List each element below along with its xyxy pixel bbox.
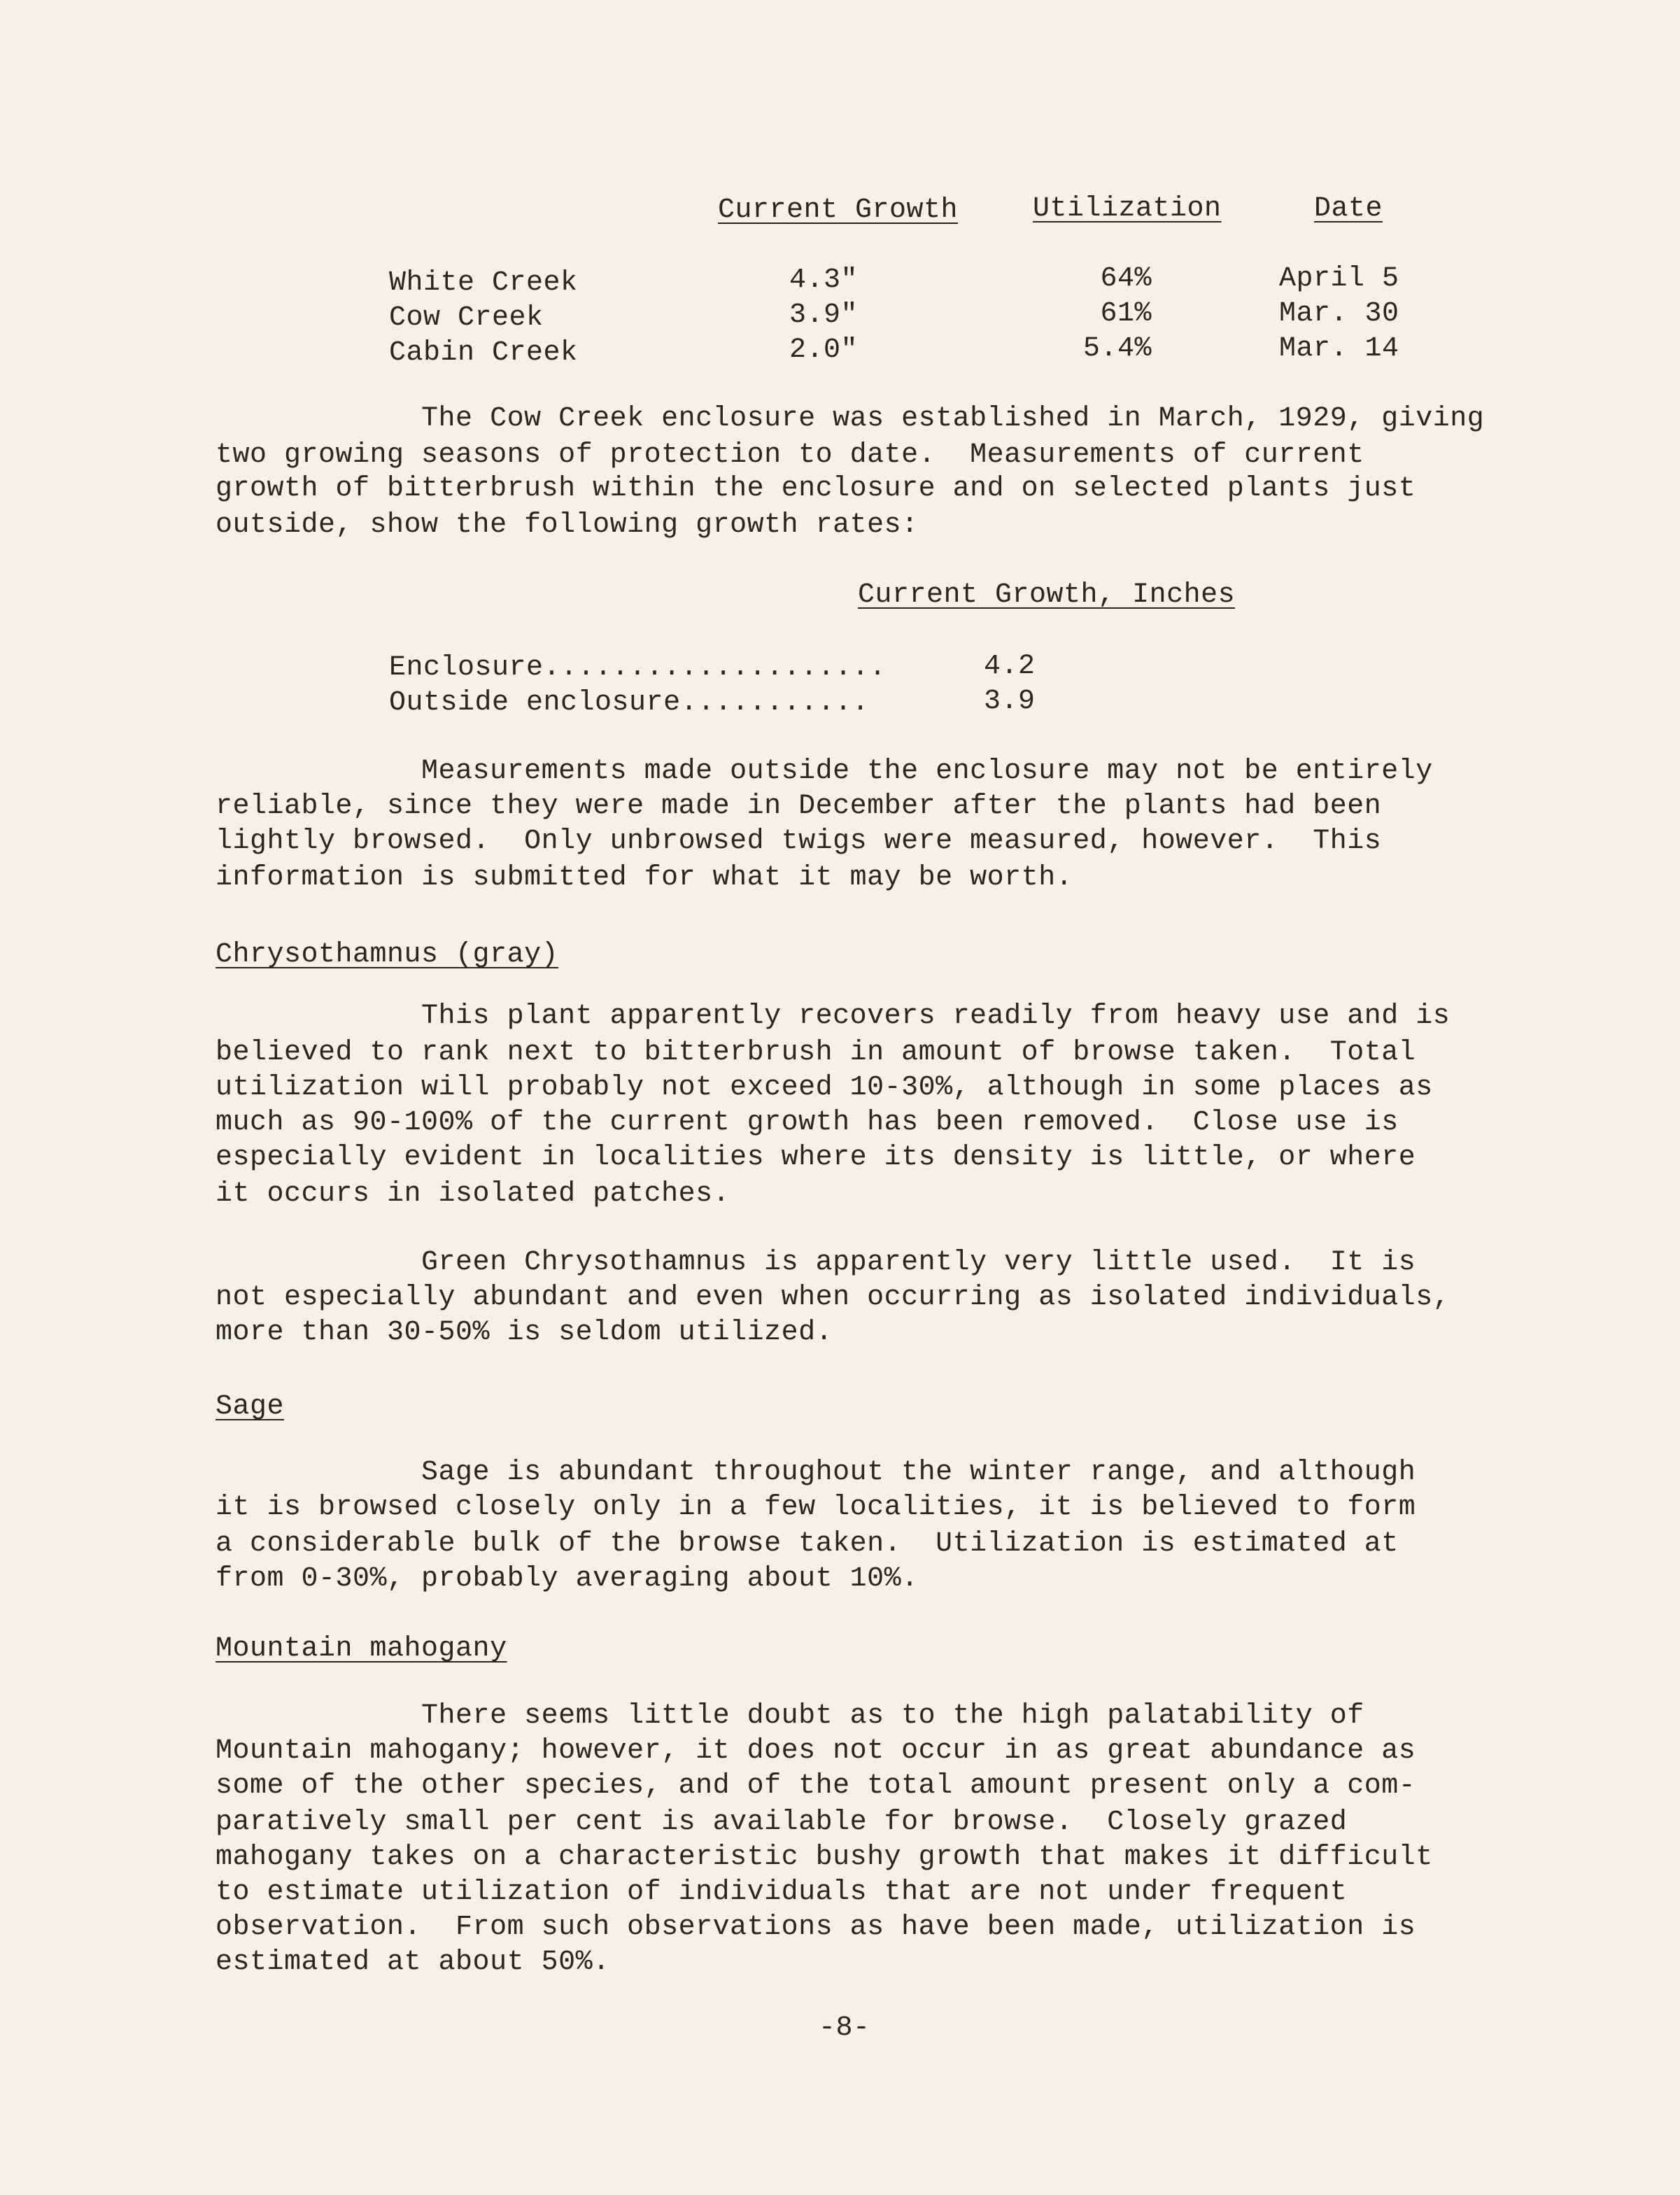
table1-header-date: Date <box>1314 193 1383 225</box>
text-line: information is submitted for what it may be worth. <box>216 862 1073 894</box>
table2-row-label: Enclosure.................... <box>389 652 887 684</box>
table1-row-name: Cabin Creek <box>389 337 578 369</box>
text-line: This plant apparently recovers readily from heavy use and is <box>216 1001 1450 1032</box>
text-line: utilization will probably not exceed 10-30%, although in some places as <box>216 1072 1433 1103</box>
table1-row-utilization: 61% <box>1100 298 1152 330</box>
section-heading-mahogany: Mountain mahogany <box>216 1633 507 1665</box>
table1-row-date: Mar. 14 <box>1279 333 1399 365</box>
text-line: mahogany takes on a characteristic bushy growth that makes it difficult <box>216 1842 1433 1873</box>
table1-row-name: Cow Creek <box>389 302 544 334</box>
text-line: Mountain mahogany; however, it does not occur in as great abundance as <box>216 1735 1416 1767</box>
page-number: -8- <box>819 2012 870 2044</box>
table2-row-label: Outside enclosure........... <box>389 687 870 719</box>
table1-row-growth: 4.3" <box>789 264 859 296</box>
text-line: reliable, since they were made in December after the plants had been <box>216 791 1382 822</box>
table1-header-growth: Current Growth <box>718 195 959 226</box>
text-line: especially evident in localities where its density is little, or where <box>216 1142 1416 1173</box>
table1-row-name: White Creek <box>389 267 578 299</box>
text-line: outside, show the following growth rates: <box>216 509 919 541</box>
text-line: There seems little doubt as to the high palatability of <box>216 1700 1364 1732</box>
text-line: it is browsed closely only in a few localities, it is believed to form <box>216 1492 1416 1523</box>
table1-row-growth: 2.0" <box>789 334 859 366</box>
text-line: estimated at about 50%. <box>216 1947 610 1978</box>
text-line: much as 90-100% of the current growth has been removed. Close use is <box>216 1107 1399 1138</box>
table2-row-value: 4.2 <box>984 651 1036 682</box>
table1-row-date: April 5 <box>1279 263 1399 295</box>
text-line: a considerable bulk of the browse taken. Utilization is estimated at <box>216 1528 1399 1560</box>
text-line: to estimate utilization of individuals that are not under frequent <box>216 1877 1348 1908</box>
section-heading-sage: Sage <box>216 1391 285 1423</box>
text-line: some of the other species, and of the total amount present only a com- <box>216 1770 1416 1802</box>
text-line: growth of bitterbrush within the enclosure and on selected plants just <box>216 473 1416 504</box>
text-line: Sage is abundant throughout the winter range, and although <box>216 1457 1416 1488</box>
table1-row-utilization: 64% <box>1100 263 1152 295</box>
text-line: not especially abundant and even when occurring as isolated individuals, <box>216 1282 1450 1313</box>
table1-row-growth: 3.9" <box>789 299 859 331</box>
table1-header-utilization: Utilization <box>1033 193 1222 225</box>
text-line: Measurements made outside the enclosure may not be entirely <box>216 756 1433 787</box>
section-heading-chrysothamnus: Chrysothamnus (gray) <box>216 939 559 971</box>
text-line: two growing seasons of protection to date. Measurements of current <box>216 439 1364 471</box>
text-line: it occurs in isolated patches. <box>216 1178 730 1210</box>
table2-header: Current Growth, Inches <box>858 579 1236 611</box>
table2-row-value: 3.9 <box>984 686 1036 717</box>
text-line: Green Chrysothamnus is apparently very little used. It is <box>216 1247 1416 1278</box>
table1-row-utilization: 5.4% <box>1082 333 1152 365</box>
text-line: observation. From such observations as have been made, utilization is <box>216 1912 1416 1943</box>
text-line: believed to rank next to bitterbrush in amount of browse taken. Total <box>216 1037 1416 1068</box>
text-line: The Cow Creek enclosure was established in March, 1929, giving <box>216 403 1485 435</box>
text-line: lightly browsed. Only unbrowsed twigs were measured, however. This <box>216 826 1382 857</box>
text-line: paratively small per cent is available for browse. Closely grazed <box>216 1807 1348 1838</box>
table1-row-date: Mar. 30 <box>1279 298 1399 330</box>
text-line: more than 30-50% is seldom utilized. <box>216 1317 833 1348</box>
text-line: from 0-30%, probably averaging about 10%. <box>216 1563 919 1595</box>
